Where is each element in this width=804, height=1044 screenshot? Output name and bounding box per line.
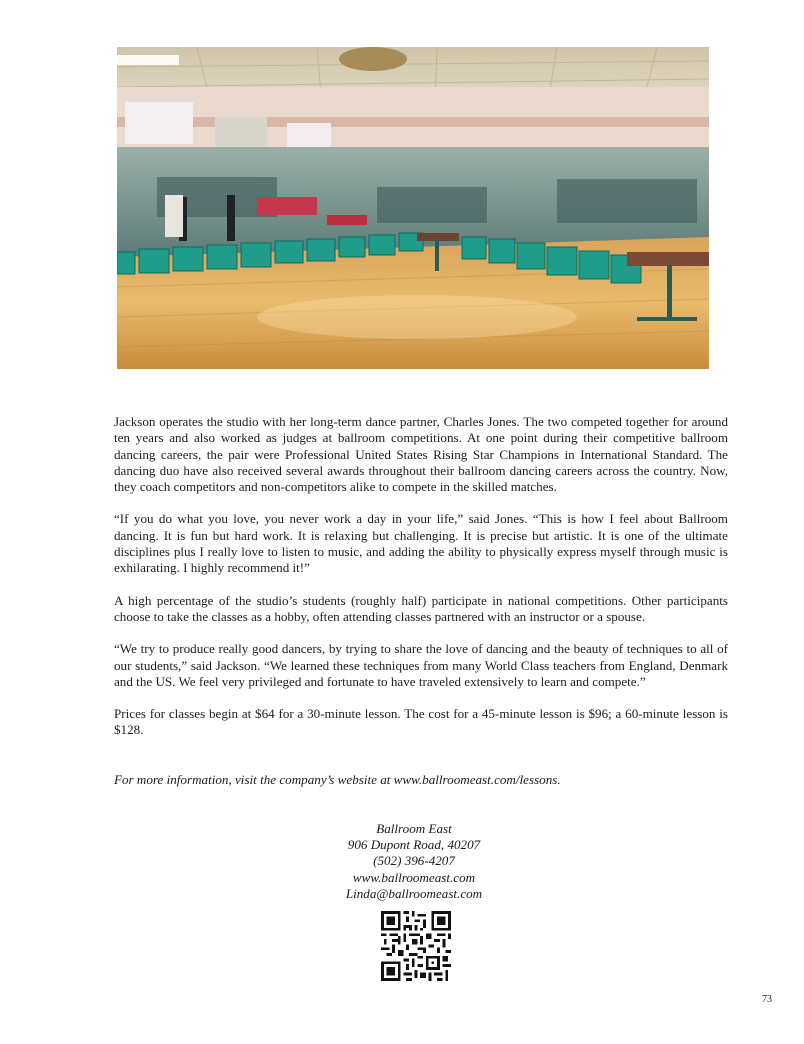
- article-paragraph-4: “We try to produce really good dancers, by trying to share the love of dancing and the beauty of techniques to all of our students,” said Jackson. “We learned these techniques from many World Class teachers from England, Denmark and the US. We feel very privileged and fortunate to have traveled extensively to learn and compete.”: [114, 641, 728, 689]
- article-body: [114, 414, 728, 755]
- article-paragraph-3: A high percentage of the studio’s students (roughly half) participate in national competitions. Other participants choose to take the classes as a hobby, often attending classes partnered with an instructor or a spouse.: [114, 592, 728, 624]
- business-name: Ballroom East: [376, 821, 452, 836]
- business-email: Linda@ballroomeast.com: [345, 885, 483, 901]
- page-number: 73: [762, 994, 772, 1005]
- article-paragraph-5: Prices for classes begin at $64 for a 30-minute lesson. The cost for a 45-minute lesson is $96; a 60-minute lesson is $128.: [114, 706, 728, 738]
- more-info-line: For more information, visit the company’s website at www.ballroomeast.com/lessons.: [114, 772, 561, 787]
- business-phone: (502) 396-4207: [373, 853, 455, 869]
- article-paragraph-2: “If you do what you love, you never work a day in your life,” said Jones. “This is how I feel about Ballroom dancing. It is fun but hard work. It is relaxing but challenging. It is precise but artistic. It is one of the ultimate disciplines plus I really love to listen to music, and adding the ability to physically express myself through music is exhilarating. I highly recommend it!”: [114, 511, 728, 576]
- article-paragraph-1: Jackson operates the studio with her long-term dance partner, Charles Jones. The two competed together for around ten years and also worked as judges at ballroom competitions. At one point during their competitive ballroom dancing careers, the pair were Professional United States Rising Star Champions in International Standard. The dancing duo have also received several awards throughout their ballroom dancing careers across the country. Now, they coach competitors and non-competitors alike to compete in the skilled matches.: [114, 414, 728, 495]
- qr-code-icon: [381, 911, 451, 981]
- ballroom-photo: [117, 47, 709, 369]
- contact-block: [264, 821, 564, 902]
- business-website: www.ballroomeast.com: [352, 869, 476, 885]
- business-address: 906 Dupont Road, 40207: [347, 837, 481, 853]
